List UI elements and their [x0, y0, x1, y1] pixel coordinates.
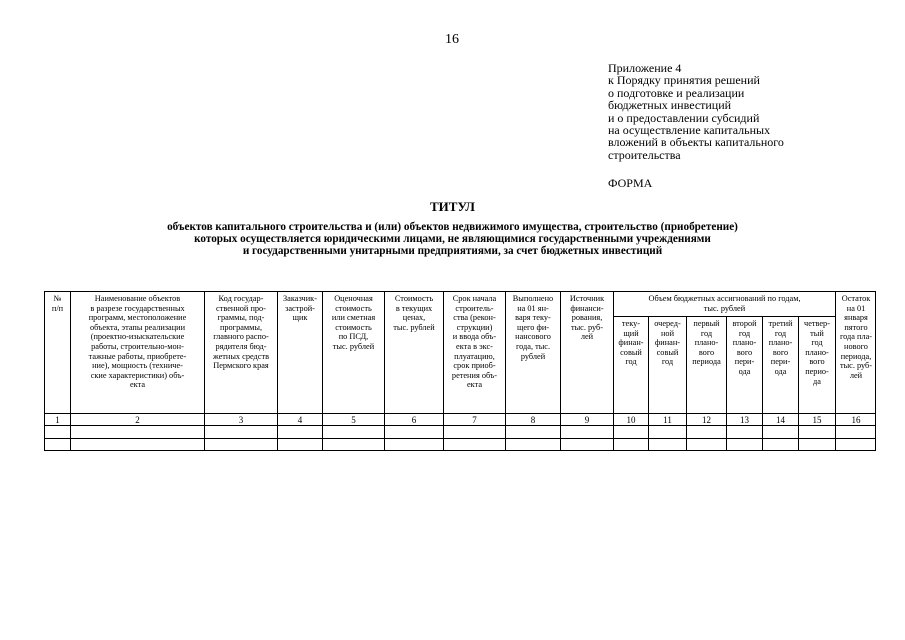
header-customer: Заказчик- застрой- щик [277, 291, 322, 413]
column-number: 9 [560, 413, 613, 425]
appendix-line: вложений в объекты капитального [608, 135, 784, 150]
appendix-line: к Порядку принятия решений [608, 73, 760, 88]
header-remainder: Остаток на 01 января пятого года пла- нового периода, тыс. руб- лей [835, 291, 876, 413]
header-construction-term: Срок начала строитель- ства (рекон- струкции) и ввода объ- екта в экс- плуатацию, срок приоб- ретения объ- екта [443, 291, 505, 413]
column-divider [726, 425, 727, 451]
column-divider [204, 425, 205, 451]
appendix-line: о подготовке и реализации [608, 85, 745, 100]
header-estimated-cost: Оценочная стоимость или сметная стоимость по ПСД, тыс. рублей [322, 291, 384, 413]
column-number: 11 [648, 413, 686, 425]
page-number: 16 [445, 32, 459, 47]
column-number: 6 [384, 413, 443, 425]
form-label: ФОРМА [608, 176, 653, 190]
row-divider [44, 438, 876, 439]
subtitle-line: объектов капитального строительства и (или) объектов недвижимого имущества, строительство (приобретение) [167, 221, 738, 233]
column-divider [686, 425, 687, 451]
column-divider [322, 425, 323, 451]
appendix-line: Приложение 4 [608, 61, 682, 75]
header-plan-year-3: третий год плано- вого пери- ода [762, 316, 798, 413]
column-divider [70, 425, 71, 451]
column-number: 12 [686, 413, 726, 425]
column-divider [505, 425, 506, 451]
title-form-table [44, 291, 876, 451]
column-divider [835, 425, 836, 451]
header-plan-year-1: первый год плано- вого периода [686, 316, 726, 413]
header-plan-year-2: второй год плано- вого пери- ода [726, 316, 762, 413]
header-budget-group: Объем бюджетных ассигнований по годам, тыс. рублей [613, 291, 835, 316]
appendix-line: на осуществление капитальных [608, 123, 771, 138]
subtitle-line: которых осуществляется юридическими лицами, не являющимися государственными учреждениями [194, 233, 711, 245]
header-current-price: Стоимость в текущих ценах, тыс. рублей [384, 291, 443, 413]
column-divider [560, 425, 561, 451]
header-next-year: очеред- ной финан- совый год [648, 316, 686, 413]
column-number: 8 [505, 413, 560, 425]
column-number: 16 [835, 413, 876, 425]
column-number: 14 [762, 413, 798, 425]
column-number: 2 [70, 413, 204, 425]
column-number: 7 [443, 413, 505, 425]
document-subtitle [40, 221, 865, 257]
column-number: 10 [613, 413, 648, 425]
subtitle-line: и государственными унитарными предприятиями, за счет бюджетных инвестиций [242, 245, 663, 257]
document-title: ТИТУЛ [430, 199, 475, 214]
column-number: 5 [322, 413, 384, 425]
column-divider [613, 425, 614, 451]
header-funding-source: Источник финанси- рования, тыс. руб- лей [560, 291, 613, 413]
column-divider [798, 425, 799, 451]
header-row-number: № п/п [44, 291, 70, 413]
column-number: 15 [798, 413, 835, 425]
appendix-line: строительства [608, 147, 681, 162]
header-plan-year-4: четвер- тый год плано- вого перио- да [798, 316, 835, 413]
header-program-code: Код государ- ственной про- граммы, под- программы, главного распо- рядителя бюд- жетных средств Пермского края [204, 291, 277, 413]
row-divider [44, 425, 876, 426]
column-divider [443, 425, 444, 451]
header-completed: Выполнено на 01 ян- варя теку- щего фи- нансового года, тыс. рублей [505, 291, 560, 413]
column-number: 13 [726, 413, 762, 425]
column-divider [762, 425, 763, 451]
column-number: 4 [277, 413, 322, 425]
header-object-name: Наименование объектов в разрезе государственных программ, местоположение объекта, этапы реализации (проектно-изыскательские работы, строительно-мон- тажные работы, приобрете- ние), мощность (техниче- ские характеристики) объ- екта [70, 291, 204, 413]
column-divider [384, 425, 385, 451]
column-number: 1 [44, 413, 70, 425]
column-divider [277, 425, 278, 451]
appendix-line: и о предоставлении субсидий [608, 110, 760, 125]
appendix-line: бюджетных инвестиций [608, 98, 732, 113]
column-divider [648, 425, 649, 451]
column-number: 3 [204, 413, 277, 425]
header-current-year: теку- щий финан- совый год [613, 316, 648, 413]
appendix-note [608, 62, 784, 161]
